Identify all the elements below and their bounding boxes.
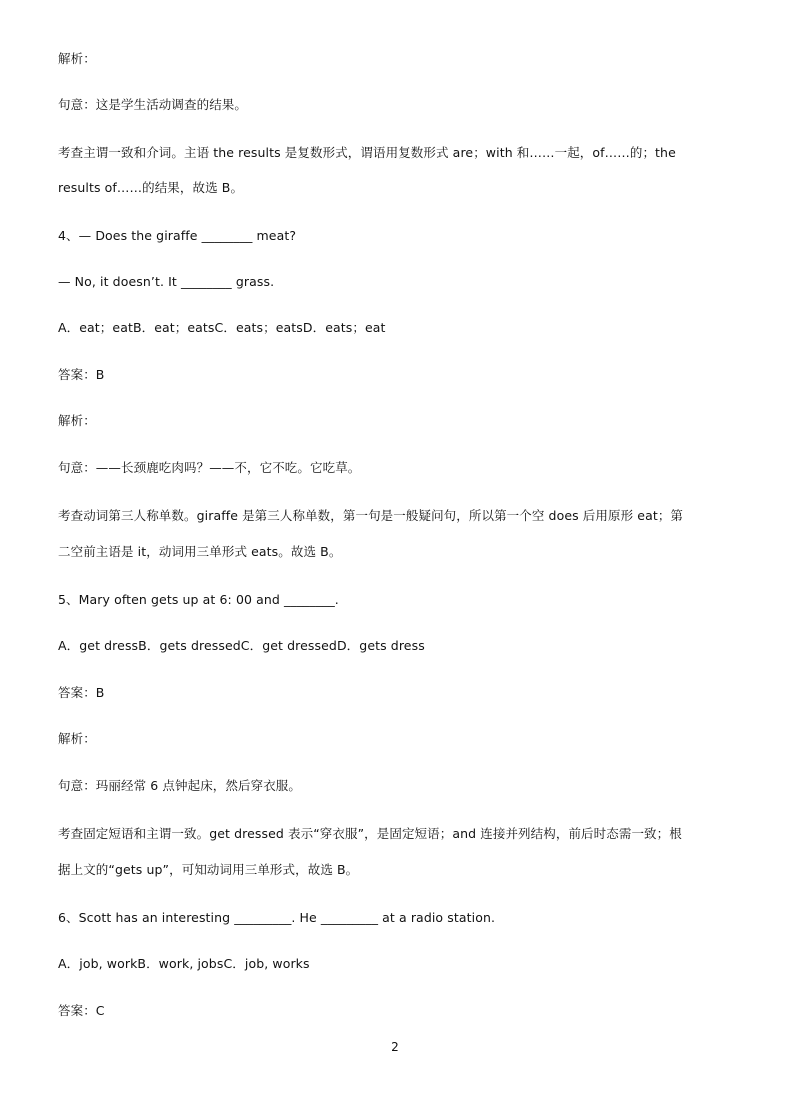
question-5-stem: 5、Mary often gets up at 6: 00 and ________. xyxy=(58,592,339,607)
explanation-line: 考查动词第三人称单数。giraffe 是第三人称单数，第一句是一般疑问句，所以第一个空 does 后用原形 eat；第 xyxy=(58,508,684,523)
analysis-label: 解析： xyxy=(58,731,96,746)
answer-label: 答案：B xyxy=(58,367,105,382)
answer-label: 答案：B xyxy=(58,685,105,700)
sentence-meaning: 句意：——长颈鹿吃肉吗？——不，它不吃。它吃草。 xyxy=(58,460,361,475)
answer-label: 答案：C xyxy=(58,1003,105,1018)
question-4-stem: — No, it doesn’t. It ________ grass. xyxy=(58,274,275,289)
question-4-options: A．eat；eatB．eat；eatsC．eats；eatsD．eats；eat xyxy=(58,320,386,335)
explanation-line: 考查固定短语和主谓一致。get dressed 表示“穿衣服”，是固定短语；and 连接并列结构，前后时态需一致；根 xyxy=(58,826,682,841)
question-4-stem: 4、— Does the giraffe ________ meat? xyxy=(58,228,297,243)
explanation-line: results of……的结果，故选 B。 xyxy=(58,180,244,195)
sentence-meaning: 句意：这是学生活动调查的结果。 xyxy=(58,97,248,112)
sentence-meaning: 句意：玛丽经常 6 点钟起床，然后穿衣服。 xyxy=(58,778,302,793)
question-6-stem: 6、Scott has an interesting _________. He _________ at a radio station. xyxy=(58,910,496,925)
question-6-options: A．job, workB．work, jobsC．job, works xyxy=(58,956,310,971)
explanation-line: 据上文的“gets up”，可知动词用三单形式，故选 B。 xyxy=(58,862,359,877)
analysis-label: 解析： xyxy=(58,413,96,428)
question-5-options: A．get dressB．gets dressedC．get dressedD．gets dress xyxy=(58,638,425,653)
explanation-line: 二空前主语是 it，动词用三单形式 eats。故选 B。 xyxy=(58,544,342,559)
explanation-line: 考查主谓一致和介词。主语 the results 是复数形式，谓语用复数形式 are；with 和……一起，of……的；the xyxy=(58,145,676,160)
analysis-label: 解析： xyxy=(58,51,96,66)
page-number: 2 xyxy=(391,1040,399,1054)
